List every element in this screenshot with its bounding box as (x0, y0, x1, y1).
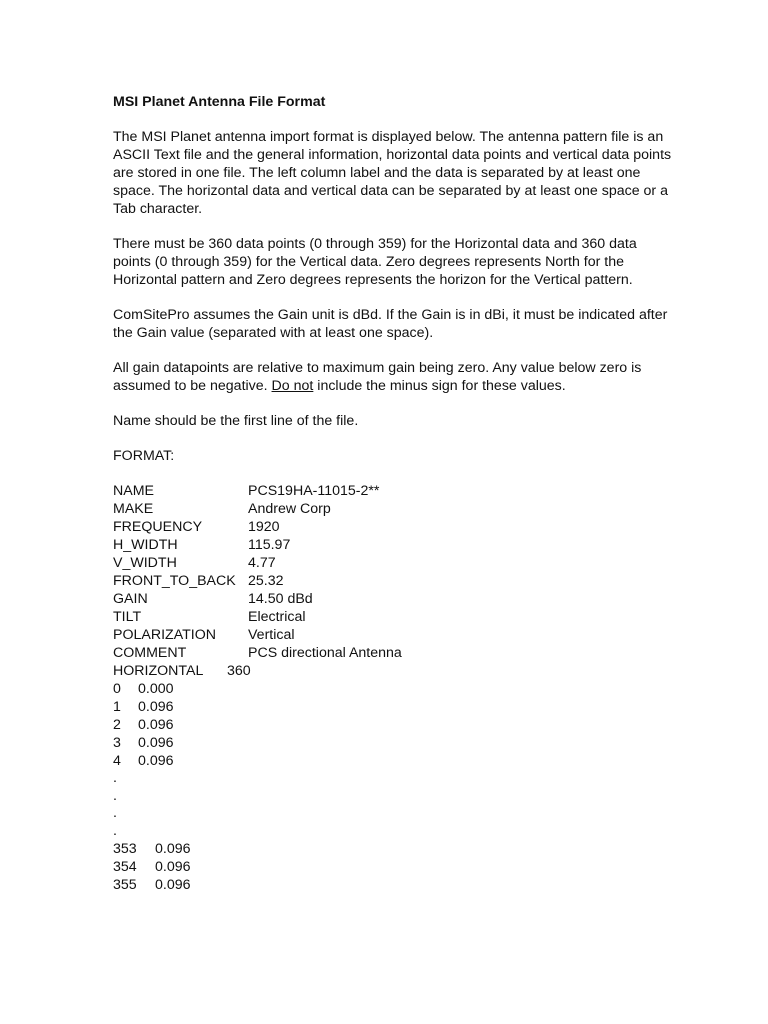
data-index: 3 (113, 735, 121, 751)
ellipsis-dots (113, 770, 673, 840)
format-label: FORMAT: (113, 448, 175, 464)
horizontal-header (113, 662, 673, 680)
field-value: PCS19HA-11015-2** (248, 483, 380, 499)
data-value: 0.000 (138, 681, 174, 697)
data-rows-bottom (113, 840, 673, 894)
paragraph-relative-gain-tail: include the minus sign for these values. (313, 378, 566, 394)
field-row (113, 554, 673, 572)
data-index: 354 (113, 859, 137, 875)
field-value: PCS directional Antenna (248, 645, 402, 661)
field-key: TILT (113, 609, 142, 625)
field-value: 1920 (248, 519, 280, 535)
data-index: 1 (113, 699, 121, 715)
document-body (113, 93, 673, 894)
field-row (113, 608, 673, 626)
ellipsis-dot: . (113, 805, 117, 821)
data-row (113, 698, 673, 716)
data-index: 2 (113, 717, 121, 733)
field-row (113, 590, 673, 608)
field-key: FREQUENCY (113, 519, 203, 535)
field-key: COMMENT (113, 645, 187, 661)
data-rows-top (113, 680, 673, 770)
data-index: 353 (113, 841, 137, 857)
field-value: 25.32 (248, 573, 284, 589)
data-value: 0.096 (138, 699, 174, 715)
data-row (113, 680, 673, 698)
paragraph-relative-gain-text: All gain datapoints are relative to maximum gain being zero. Any value below zero is assumed to be negative. (113, 360, 642, 394)
ellipsis-dot: . (113, 770, 117, 786)
document-title: MSI Planet Antenna File Format (113, 94, 326, 110)
field-key: FRONT_TO_BACK (113, 573, 236, 589)
data-row (113, 752, 673, 770)
field-key: POLARIZATION (113, 627, 217, 643)
field-value: Electrical (248, 609, 306, 625)
do-not-underlined: Do not (271, 378, 314, 394)
data-row (113, 734, 673, 752)
data-value: 0.096 (155, 877, 191, 893)
paragraph-name-first-line: Name should be the first line of the file. (113, 413, 359, 429)
horizontal-count: 360 (227, 663, 251, 679)
field-key: V_WIDTH (113, 555, 177, 571)
data-value: 0.096 (138, 717, 174, 733)
field-value: 4.77 (248, 555, 276, 571)
field-row (113, 572, 673, 590)
field-row (113, 518, 673, 536)
paragraph-gain-unit: ComSitePro assumes the Gain unit is dBd. If the Gain is in dBi, it must be indicated after the Gain value (separated with at least one space). (113, 307, 668, 341)
field-key: NAME (113, 483, 154, 499)
paragraph-import-format: The MSI Planet antenna import format is displayed below. The antenna pattern file is an ASCII Text file and the general information, horizontal data points and vertical data points are stored in one file. The left column label and the data is separated by at least one space. The horizontal data and vertical data can be separated by at least one space or a Tab character. (113, 129, 672, 217)
data-index: 355 (113, 877, 137, 893)
field-row (113, 644, 673, 662)
data-row (113, 858, 673, 876)
field-row (113, 482, 673, 500)
field-value: Vertical (248, 627, 295, 643)
format-fields (113, 482, 673, 680)
data-value: 0.096 (155, 841, 191, 857)
data-index: 4 (113, 753, 121, 769)
field-row (113, 536, 673, 554)
field-key: GAIN (113, 591, 148, 607)
field-value: 14.50 dBd (248, 591, 313, 607)
data-value: 0.096 (138, 735, 174, 751)
paragraph-data-points: There must be 360 data points (0 through 359) for the Horizontal data and 360 data points (0 through 359) for the Vertical data. Zero degrees represents North for the Horizontal pattern and Zero degrees represents the horizon for the Vertical pattern. (113, 236, 637, 288)
paragraph-relative-gain (113, 359, 673, 395)
data-row (113, 840, 673, 858)
field-value: 115.97 (248, 537, 291, 553)
data-row (113, 716, 673, 734)
ellipsis-dot: . (113, 822, 117, 839)
data-row (113, 876, 673, 894)
data-value: 0.096 (138, 753, 174, 769)
field-value: Andrew Corp (248, 501, 331, 517)
field-row (113, 500, 673, 518)
data-value: 0.096 (155, 859, 191, 875)
horizontal-label: HORIZONTAL (113, 663, 204, 679)
data-index: 0 (113, 681, 121, 697)
field-key: H_WIDTH (113, 537, 178, 553)
field-row (113, 626, 673, 644)
field-key: MAKE (113, 501, 154, 517)
ellipsis-dot: . (113, 787, 117, 804)
